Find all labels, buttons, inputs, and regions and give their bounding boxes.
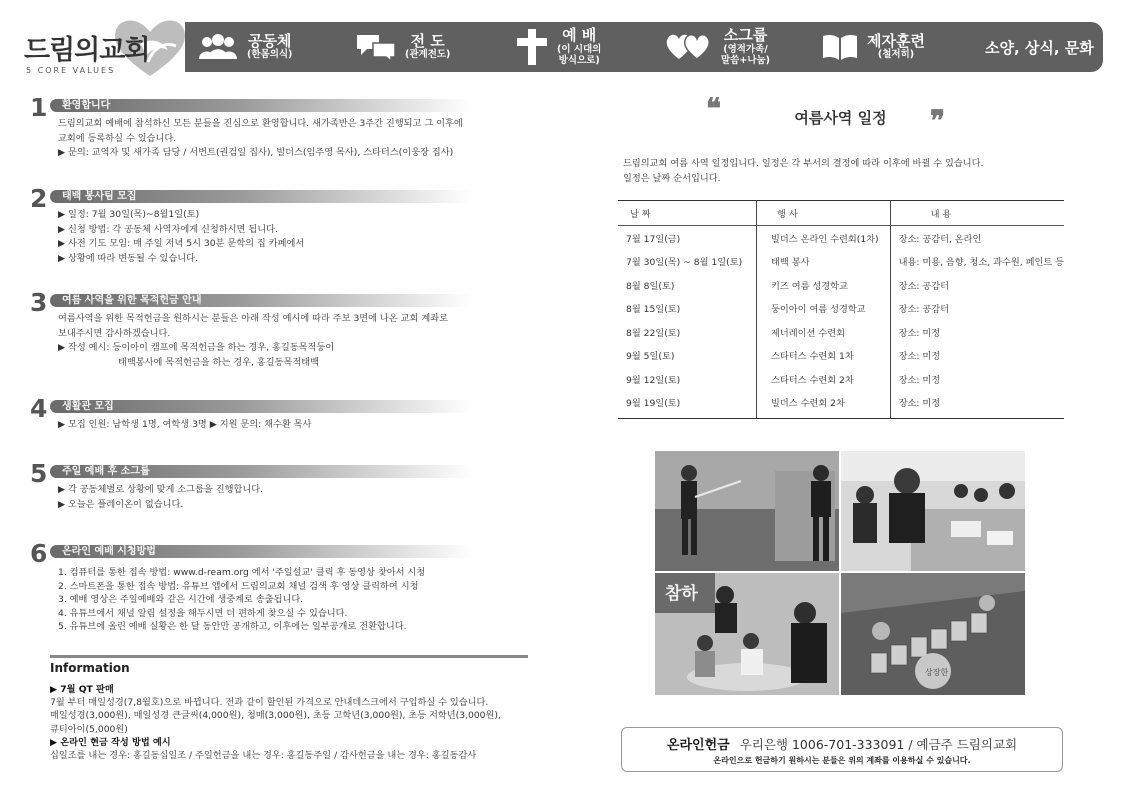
hearts-icon xyxy=(665,33,713,61)
speech-bubbles-icon xyxy=(355,33,397,61)
cash-heading: ▶ 온라인 현금 작성 방법 예시 xyxy=(50,736,171,748)
cell-event: 빌더스 온라인 수련회(1차) xyxy=(757,226,891,250)
cell-event: 빌더스 수련회 2차 xyxy=(757,391,891,419)
body-line: 태백봉사에 목적헌금을 하는 경우, 홍길동목적태백 xyxy=(118,356,319,368)
cell-date: 9월 19일(토) xyxy=(618,391,757,419)
cell-detail: 장소: 미정 xyxy=(890,391,1064,419)
offering-note: 온라인으로 헌금하기 원하시는 분들은 위의 계좌를 이용하실 수 있습니다. xyxy=(713,756,971,765)
nav-subtitle: (관계전도) xyxy=(405,49,451,61)
section-number: 3 xyxy=(30,288,48,317)
cell-detail: 장소: 공감터, 온라인 xyxy=(898,233,982,245)
people-icon xyxy=(197,34,239,60)
nav-discipleship xyxy=(821,22,925,72)
section-title: 온라인 예배 시청방법 xyxy=(62,546,156,557)
logo-subtitle: 5 CORE VALUES xyxy=(26,66,116,75)
nav-subtitle-2: 말씀+나눔) xyxy=(721,54,771,66)
body-line: 여름사역을 위한 목적헌금을 원하시는 분들은 아래 작성 예시에 따라 주보 3면에 나온 교회 계좌로 xyxy=(58,313,448,324)
section-body xyxy=(58,312,448,370)
cell-detail: 장소: 공감터 xyxy=(898,304,949,316)
section-number: 4 xyxy=(30,394,48,423)
cell-event: 둥이아이 여름 성경학교 xyxy=(757,297,891,321)
intro-line: 드림의교회 여름 사역 일정입니다. 일정은 각 부서의 결정에 따라 이후에 바뀔 수 있습니다. xyxy=(623,158,984,169)
photo-outdoor-activity xyxy=(655,451,839,571)
table-row xyxy=(618,273,1064,297)
cell-event: 스타터스 수련회 1차 xyxy=(757,344,891,368)
table-row xyxy=(618,367,1064,391)
cell-event: 태백 봉사 xyxy=(757,250,891,274)
summer-photo-collage xyxy=(655,451,1025,695)
intro-line: 일정은 날짜 순서입니다. xyxy=(623,173,721,184)
body-line: 1. 컴퓨터를 통한 접속 방법: www.d-ream.org 에서 '주일설교' 클릭 후 동영상 찾아서 시청 xyxy=(58,567,426,578)
church-logo xyxy=(18,14,188,80)
cell-detail: 내용: 미용, 음향, 청소, 과수원, 페인트 등 xyxy=(898,257,1064,269)
nav-subtitle-2: 방식으로) xyxy=(558,54,600,66)
cell-date: 9월 5일(토) xyxy=(618,344,757,368)
cell-event: 제너레이션 수련회 xyxy=(757,320,891,344)
qt-heading: ▶ 7월 QT 판매 xyxy=(50,684,114,695)
photo-indoor-table xyxy=(841,451,1025,571)
nav-subtitle: (한몸의식) xyxy=(247,49,293,61)
section-number: 1 xyxy=(30,93,48,122)
core-values-bar xyxy=(185,22,1103,72)
section-title: 생활관 모집 xyxy=(62,401,114,412)
nav-title: 소그룹 xyxy=(723,26,768,45)
cell-date: 9월 12일(토) xyxy=(618,367,757,391)
sign-text: 상장한 xyxy=(925,668,949,677)
nav-subtitle: (이 시대의 xyxy=(557,43,602,55)
open-quote-icon: ❝ xyxy=(706,92,722,125)
body-line: 보내주시면 감사하겠습니다. xyxy=(58,327,171,339)
section-body xyxy=(58,566,425,634)
column-header-date: 날 짜 xyxy=(618,201,757,226)
section-body xyxy=(58,418,311,433)
nav-culture xyxy=(985,22,1094,72)
close-quote-icon: ❞ xyxy=(930,104,946,137)
cross-icon xyxy=(515,28,549,66)
cell-detail: 장소: 공감터 xyxy=(898,280,949,292)
nav-title: 공동체 xyxy=(247,31,292,50)
open-book-icon xyxy=(821,33,859,61)
nav-title: 제자훈련 xyxy=(867,31,925,50)
section-welcome xyxy=(30,93,530,159)
cell-detail: 장소: 미정 xyxy=(898,351,941,363)
logo-text: 드림의교회 xyxy=(24,35,150,66)
nav-title: 예 배 xyxy=(562,26,597,45)
body-line: ▶ 오늘은 플레이온이 없습니다. xyxy=(58,498,184,510)
nav-subtitle: (영적가족/ xyxy=(723,43,768,55)
nav-small-group xyxy=(665,22,770,72)
section-number: 2 xyxy=(30,184,48,213)
nav-community xyxy=(197,22,292,72)
nav-title: 소양, 상식, 문화 xyxy=(985,38,1094,57)
body-line: ▶ 사전 기도 모임: 매 주일 저녁 5시 30분 문학의 집 카페에서 xyxy=(58,238,305,250)
body-line: ▶ 상황에 따라 변동될 수 있습니다. xyxy=(58,252,198,264)
table-row xyxy=(618,344,1064,368)
table-row xyxy=(618,391,1064,419)
bank-account: 우리은행 1006-701-333091 / 예금주 드림의교회 xyxy=(739,737,1018,752)
body-line: 교회에 등록하실 수 있습니다. xyxy=(58,132,177,144)
section-body xyxy=(58,208,304,266)
offering-label: 온라인헌금 xyxy=(666,738,730,753)
nav-title: 전 도 xyxy=(410,31,445,50)
body-line: 5. 유튜브에 올린 예배 실황은 한 달 동안만 공개하고, 이후에는 일부공개로 전환합니다. xyxy=(58,621,407,632)
section-number: 5 xyxy=(30,459,48,488)
information-body xyxy=(50,683,530,762)
body-line: 드림의교회 예배에 참석하신 모든 분들을 진심으로 환영합니다. 새가족반은 3주간 진행되고 그 이후에 xyxy=(58,118,463,129)
cell-date: 7월 30일(목) ~ 8월 1일(토) xyxy=(618,250,757,274)
section-online-worship xyxy=(30,539,530,640)
information-divider xyxy=(50,655,528,658)
nav-evangelism xyxy=(355,22,450,72)
schedule-intro xyxy=(623,156,983,186)
section-title: 태백 봉사팀 모집 xyxy=(62,191,137,202)
info-line: 매일성경(3,000원), 매일성경 큰글씨(4,000원), 청매(3,000원), 초등 고학년(3,000원), 초등 저학년(3,000원), xyxy=(50,710,501,722)
body-line: ▶ 작성 예시: 등이아이 캠프에 목적헌금을 하는 경우, 홍길동목적둥이 xyxy=(58,342,335,354)
cell-date: 8월 15일(토) xyxy=(618,297,757,321)
table-row xyxy=(618,250,1064,274)
body-line: 2. 스마트폰을 통한 접속 방법: 유튜브 앱에서 드림의교회 채널 검색 후 영상 클릭하여 시청 xyxy=(58,580,419,592)
body-line: ▶ 신청 방법: 각 공동체 사역자에게 신청하시면 됩니다. xyxy=(58,223,278,235)
sign-text: 참하 xyxy=(665,584,698,604)
cell-event: 키즈 여름 성경학교 xyxy=(757,273,891,297)
section-small-group xyxy=(30,459,530,515)
schedule-title: 여름사역 일정 xyxy=(794,109,887,127)
section-summer-offering xyxy=(30,288,530,374)
information-title: Information xyxy=(50,661,130,675)
cell-detail: 장소: 미정 xyxy=(898,374,941,386)
info-line: 큐티아이(5,000원) xyxy=(50,723,128,735)
section-title-bar xyxy=(50,99,472,112)
body-line: ▶ 일정: 7월 30일(목)~8월1일(토) xyxy=(58,209,200,220)
info-line: 7월 부터 매일성경(7,8월호)으로 바뀝니다. 전과 같이 할인된 가격으로 안내데스크에서 구입하실 수 있습니다. xyxy=(50,697,489,709)
section-title: 주일 예배 후 소그룹 xyxy=(62,466,150,477)
nav-worship xyxy=(515,22,601,72)
info-line: 십일조를 내는 경우: 홍길동십일조 / 주일헌금을 내는 경우: 홍길동주일 / 감사헌금을 내는 경우: 홍길동감사 xyxy=(50,750,477,762)
table-row xyxy=(618,226,1064,250)
photo-bible-books-table xyxy=(841,573,1025,695)
section-body xyxy=(58,483,263,512)
cell-date: 7월 17일(금) xyxy=(618,226,757,250)
section-number: 6 xyxy=(30,539,48,568)
nav-subtitle: (철저히) xyxy=(877,49,915,61)
table-header-row xyxy=(618,201,1064,226)
cell-date: 8월 22일(토) xyxy=(618,320,757,344)
cell-event: 스타터스 수련회 2차 xyxy=(757,367,891,391)
cell-detail: 장소: 미정 xyxy=(898,327,941,339)
section-dormitory xyxy=(30,394,530,440)
body-line: ▶ 문의: 교역자 및 새가족 담당 / 서번트(권검일 집사), 빌더스(임주영 목사), 스타터스(이웅장 집사) xyxy=(58,147,454,159)
cell-date: 8월 8일(토) xyxy=(618,273,757,297)
table-row xyxy=(618,320,1064,344)
body-line: 4. 유튜브에서 채널 알림 설정을 해두시면 더 편하게 찾으실 수 있습니다. xyxy=(58,607,348,619)
table-row xyxy=(618,297,1064,321)
online-offering-box xyxy=(621,727,1063,772)
offering-line xyxy=(622,734,1062,753)
section-title: 여름 사역을 위한 목적헌금 안내 xyxy=(62,295,202,306)
section-title: 환영합니다 xyxy=(62,100,111,111)
schedule-table xyxy=(618,200,1064,419)
body-line: ▶ 각 공동체별로 상황에 맞게 소그룹을 진행합니다. xyxy=(58,484,264,495)
body-line: 3. 예배 영상은 주일예배와 같은 시간에 생중계로 송출됩니다. xyxy=(58,594,304,605)
body-line: ▶ 모집 인원: 남학생 1명, 여학생 3명 ▶ 지원 문의: 채수환 목사 xyxy=(58,419,312,430)
column-header-event: 행 사 xyxy=(757,201,891,226)
section-body xyxy=(58,117,463,161)
column-header-detail: 내 용 xyxy=(890,201,1064,226)
photo-kids-activity xyxy=(655,573,839,695)
section-taebaek-volunteer xyxy=(30,184,530,270)
